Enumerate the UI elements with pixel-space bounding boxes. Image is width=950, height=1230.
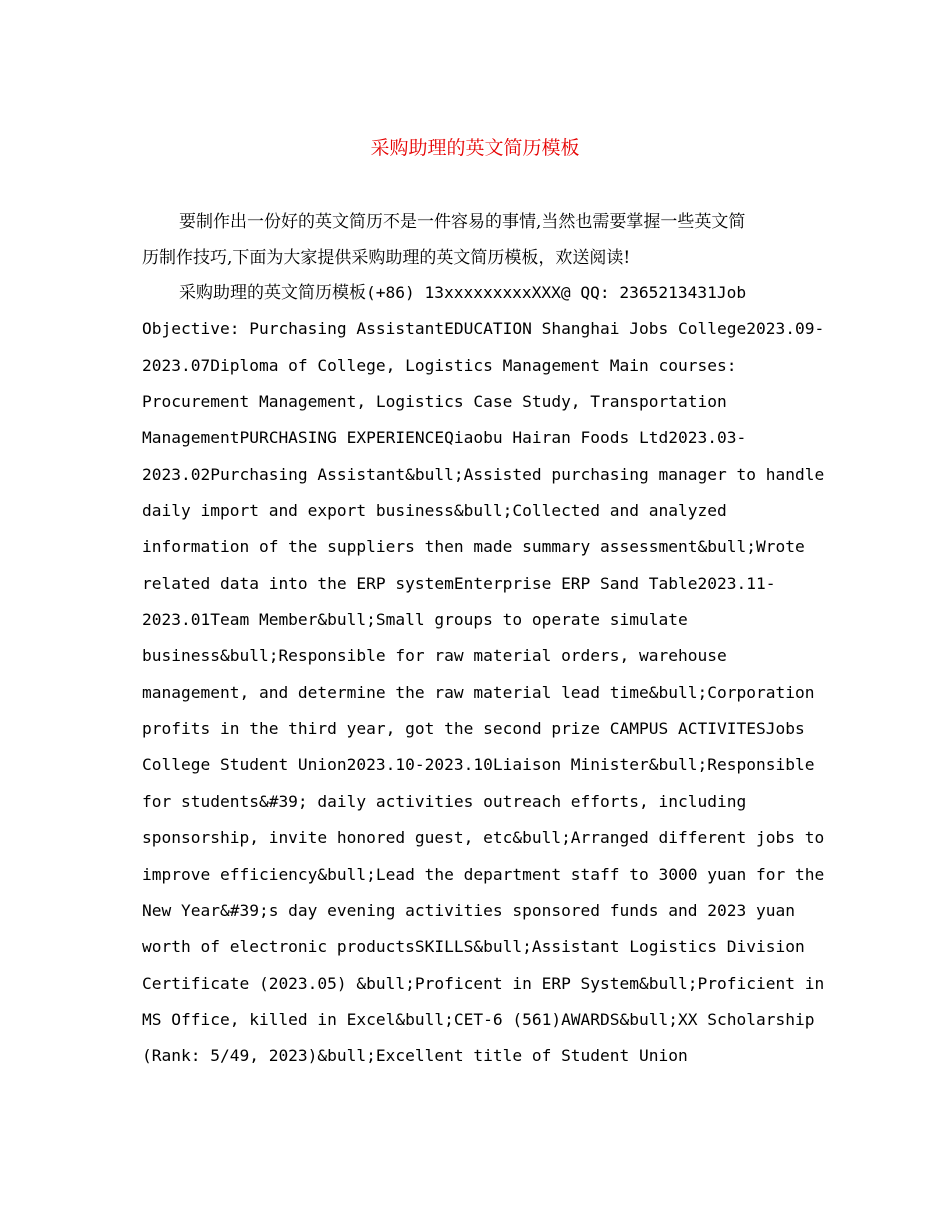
resume-line: Procurement Management, Logistics Case Study, Transportation: [142, 392, 727, 412]
resume-line: 2023.02Purchasing Assistant&bull;Assisted purchasing manager to handle: [142, 464, 825, 484]
intro-line: 历制作技巧,下面为大家提供采购助理的英文简历模板，欢送阅读!: [142, 248, 631, 268]
resume-line: New Year&#39;s day evening activities sponsored funds and 2023 yuan: [142, 900, 795, 920]
resume-line: College Student Union2023.10-2023.10Liaison Minister&bull;Responsible: [142, 755, 815, 775]
resume-heading-inline: 采购助理的英文简历模板: [179, 283, 366, 303]
resume-line: business&bull;Responsible for raw material orders, warehouse: [142, 646, 727, 666]
intro-line: 要制作出一份好的英文简历不是一件容易的事情,当然也需要掌握一些英文简: [179, 212, 746, 232]
resume-line: for students&#39; daily activities outreach efforts, including: [142, 791, 747, 811]
resume-line: management, and determine the raw material lead time&bull;Corporation: [142, 682, 815, 702]
resume-line: ManagementPURCHASING EXPERIENCEQiaobu Hairan Foods Ltd2023.03-: [142, 428, 747, 448]
document-title: 采购助理的英文简历模板: [370, 137, 580, 159]
resume-line: Objective: Purchasing AssistantEDUCATION Shanghai Jobs College2023.09-: [142, 319, 825, 339]
resume-line: Certificate (2023.05) &bull;Proficent in ERP System&bull;Proficient in: [142, 973, 825, 993]
resume-line: related data into the ERP systemEnterprise ERP Sand Table2023.11-: [142, 573, 776, 593]
resume-line: (Rank: 5/49, 2023)&bull;Excellent title of Student Union: [142, 1046, 688, 1066]
resume-line: MS Office, killed in Excel&bull;CET-6 (561)AWARDS&bull;XX Scholarship: [142, 1009, 815, 1029]
resume-line: improve efficiency&bull;Lead the department staff to 3000 yuan for the: [142, 864, 825, 884]
resume-body: [142, 275, 825, 1075]
resume-line: worth of electronic productsSKILLS&bull;Assistant Logistics Division: [142, 937, 805, 957]
resume-line: 2023.01Team Member&bull;Small groups to operate simulate: [142, 610, 688, 630]
intro-paragraph: [142, 204, 806, 276]
resume-first-line: [142, 275, 806, 311]
resume-line: daily import and export business&bull;Collected and analyzed: [142, 501, 727, 521]
resume-line: profits in the third year, got the second prize CAMPUS ACTIVITESJobs: [142, 719, 805, 739]
resume-line: 2023.07Diploma of College, Logistics Management Main courses:: [142, 355, 737, 375]
resume-contact-text: (+86) 13xxxxxxxxxXXX@ QQ: 2365213431Job: [366, 283, 747, 302]
resume-line: sponsorship, invite honored guest, etc&bull;Arranged different jobs to: [142, 828, 825, 848]
resume-line: information of the suppliers then made summary assessment&bull;Wrote: [142, 537, 805, 557]
